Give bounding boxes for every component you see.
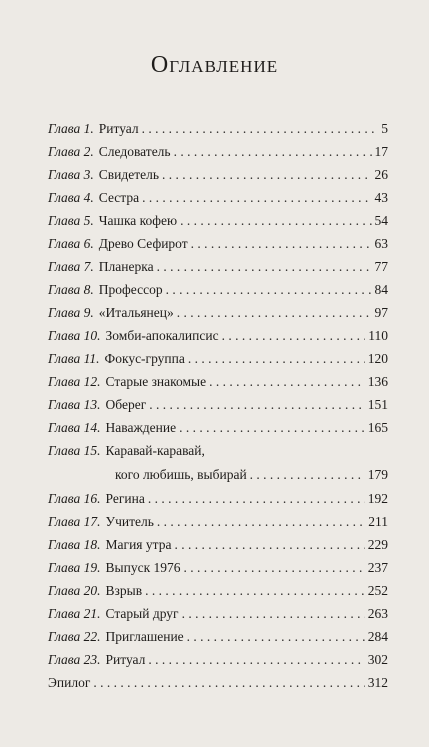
chapter-label: Глава 5. <box>48 213 94 228</box>
dot-leader <box>93 675 364 691</box>
toc-entry <box>48 652 388 675</box>
chapter-label: Глава 16. <box>48 491 101 506</box>
chapter-label: Глава 19. <box>48 560 101 575</box>
chapter-title: Наваждение <box>105 420 177 435</box>
toc-entry <box>48 282 388 305</box>
chapter-label: Глава 2. <box>48 144 94 159</box>
page-number: 312 <box>367 675 388 690</box>
chapter-title: Древо Сефирот <box>98 236 188 251</box>
page-number: 120 <box>367 351 388 366</box>
chapter-label: Глава 20. <box>48 583 101 598</box>
dot-leader <box>222 328 366 344</box>
chapter-label: Глава 1. <box>48 121 94 136</box>
toc-entry <box>48 583 388 606</box>
toc-entry <box>48 675 388 698</box>
chapter-title: Ритуал <box>105 652 146 667</box>
chapter-label: Глава 17. <box>48 514 101 529</box>
dot-leader <box>157 514 365 530</box>
chapter-label: Глава 11. <box>48 351 100 366</box>
dot-leader <box>177 305 372 321</box>
dot-leader <box>166 282 372 298</box>
chapter-title: «Итальянец» <box>98 305 174 320</box>
chapter-label: Глава 13. <box>48 397 101 412</box>
chapter-label: Глава 8. <box>48 282 94 297</box>
chapter-title: Свидетель <box>98 167 160 182</box>
page-number: 136 <box>367 374 388 389</box>
chapter-title: Магия утра <box>105 537 172 552</box>
dot-leader <box>148 491 365 507</box>
toc-entry <box>48 514 388 537</box>
toc-entry <box>48 328 388 351</box>
dot-leader <box>145 583 365 599</box>
dot-leader <box>174 144 372 160</box>
page-title: Оглавление <box>150 52 279 78</box>
page-number: 54 <box>374 213 388 228</box>
toc-entry <box>48 491 388 514</box>
dot-leader <box>174 537 364 553</box>
page-number: 192 <box>367 491 388 506</box>
chapter-title: Выпуск 1976 <box>105 560 181 575</box>
page-number: 84 <box>374 282 388 297</box>
dot-leader <box>142 121 379 137</box>
toc-entry <box>48 121 388 144</box>
toc-entry <box>48 560 388 583</box>
toc-entry <box>48 190 388 213</box>
toc-entry <box>48 397 388 420</box>
toc-entry <box>48 374 388 397</box>
chapter-label: Глава 23. <box>48 652 101 667</box>
chapter-title-continued: кого любишь, выбирай <box>115 467 247 482</box>
dot-leader <box>187 629 365 645</box>
page-number: 284 <box>367 629 388 644</box>
page-number: 179 <box>367 467 388 482</box>
page-number: 237 <box>367 560 388 575</box>
page-number: 110 <box>368 328 388 343</box>
chapter-label: Глава 9. <box>48 305 94 320</box>
page-number: 63 <box>374 236 388 251</box>
toc-entry <box>48 443 388 491</box>
page-number: 263 <box>367 606 388 621</box>
page-number: 77 <box>374 259 388 274</box>
page-number: 211 <box>368 514 388 529</box>
chapter-label: Глава 3. <box>48 167 94 182</box>
chapter-title: Эпилог <box>48 675 91 690</box>
chapter-title: Сестра <box>98 190 140 205</box>
chapter-title: Планерка <box>98 259 154 274</box>
chapter-label: Глава 22. <box>48 629 101 644</box>
dot-leader <box>179 420 365 436</box>
dot-leader <box>191 236 372 252</box>
chapter-title: Приглашение <box>105 629 184 644</box>
page-number: 17 <box>374 144 388 159</box>
dot-leader <box>182 606 365 622</box>
page-number: 252 <box>367 583 388 598</box>
page-number: 165 <box>367 420 388 435</box>
chapter-label: Глава 21. <box>48 606 101 621</box>
chapter-label: Глава 4. <box>48 190 94 205</box>
chapter-title: Учитель <box>105 514 154 529</box>
dot-leader <box>250 467 365 483</box>
chapter-title: Оберег <box>105 397 147 412</box>
dot-leader <box>157 259 372 275</box>
table-of-contents <box>48 121 388 698</box>
page-number: 302 <box>367 652 388 667</box>
page-number: 5 <box>381 121 388 136</box>
chapter-title: Следователь <box>98 144 171 159</box>
chapter-title: Старый друг <box>105 606 179 621</box>
chapter-label: Глава 7. <box>48 259 94 274</box>
chapter-title: Фокус-группа <box>104 351 185 366</box>
chapter-label: Глава 18. <box>48 537 101 552</box>
toc-entry <box>48 351 388 374</box>
page-number: 43 <box>374 190 388 205</box>
chapter-title: Чашка кофею <box>98 213 178 228</box>
chapter-label: Глава 10. <box>48 328 101 343</box>
toc-entry <box>48 236 388 259</box>
page-number: 151 <box>367 397 388 412</box>
chapter-label: Глава 12. <box>48 374 101 389</box>
dot-leader <box>162 167 371 183</box>
toc-entry <box>48 259 388 282</box>
toc-entry <box>48 537 388 560</box>
chapter-title: Профессор <box>98 282 163 297</box>
dot-leader <box>149 397 365 413</box>
dot-leader <box>188 351 365 367</box>
chapter-label: Глава 15. <box>48 443 101 458</box>
page-number: 229 <box>367 537 388 552</box>
toc-entry <box>48 144 388 167</box>
chapter-title: Регина <box>105 491 145 506</box>
toc-entry <box>48 420 388 443</box>
dot-leader <box>180 213 371 229</box>
toc-entry <box>48 606 388 629</box>
dot-leader <box>184 560 365 576</box>
chapter-label: Глава 6. <box>48 236 94 251</box>
chapter-label: Глава 14. <box>48 420 101 435</box>
dot-leader <box>142 190 371 206</box>
chapter-title: Каравай-каравай, <box>105 443 205 458</box>
page-number: 26 <box>374 167 388 182</box>
toc-entry <box>48 213 388 236</box>
chapter-title: Взрыв <box>105 583 143 598</box>
toc-entry <box>48 629 388 652</box>
dot-leader <box>148 652 364 668</box>
page-number: 97 <box>374 305 388 320</box>
chapter-title: Ритуал <box>98 121 139 136</box>
chapter-title: Старые знакомые <box>105 374 207 389</box>
dot-leader <box>209 374 365 390</box>
chapter-title: Зомби-апокалипсис <box>105 328 219 343</box>
toc-entry <box>48 167 388 190</box>
toc-entry <box>48 305 388 328</box>
